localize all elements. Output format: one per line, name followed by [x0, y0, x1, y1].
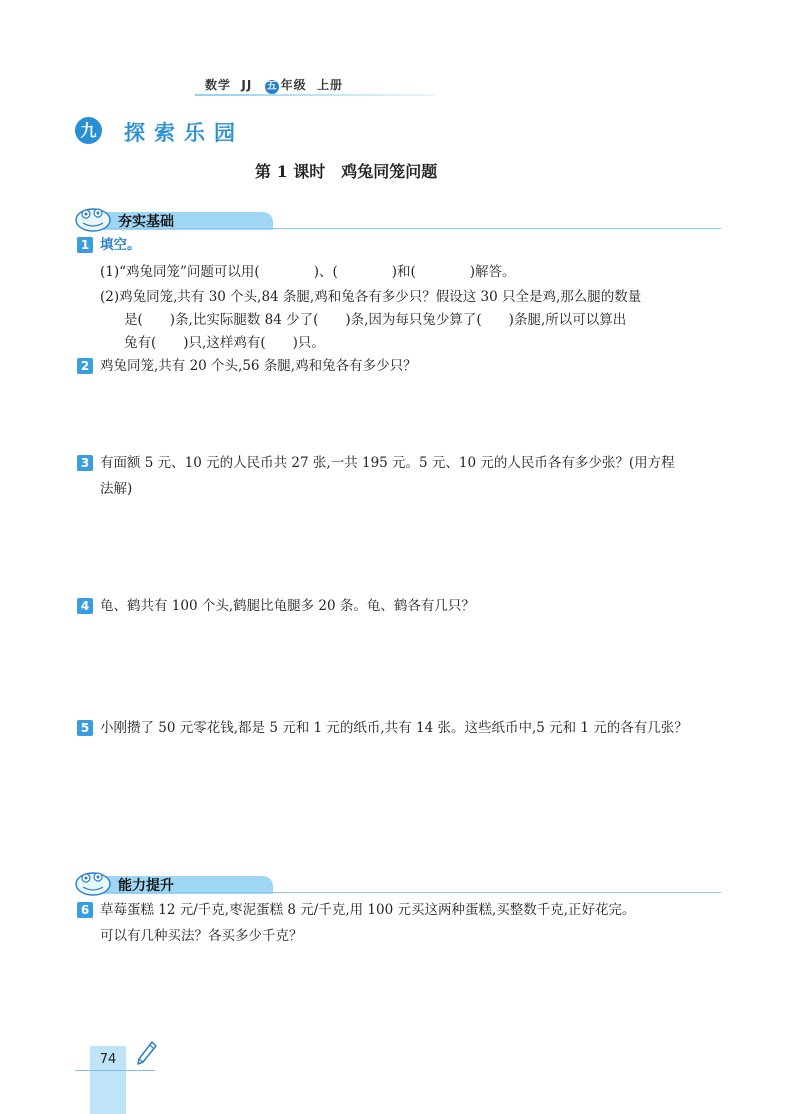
- question-text: 兔有( )只,这样鸡有( )只。: [124, 335, 325, 351]
- question-text: (2)鸡兔同笼,共有 30 个头,84 条腿,鸡和兔各有多少只？假设这 30 只全是鸡,那么腿的数量: [100, 289, 642, 305]
- question-number: 1: [77, 237, 93, 253]
- question-text: 法解): [100, 481, 133, 497]
- header-edition: JJ: [241, 78, 253, 92]
- unit-title: 探索乐园: [124, 121, 244, 145]
- banner-rule: [103, 892, 721, 893]
- header-volume: 上册: [317, 78, 344, 92]
- question-text: 可以有几种买法？各买多少千克？: [100, 928, 303, 944]
- pencil-icon: [134, 1040, 158, 1070]
- section-label: 夯实基础: [118, 214, 174, 230]
- question-text: 有面额 5 元、10 元的人民币共 27 张,一共 195 元。5 元、10 元的人民币各有多少张？(用方程: [100, 455, 675, 471]
- footer-rule: [75, 1070, 155, 1071]
- header-grade-text: 年级: [280, 78, 307, 92]
- section-banner-advanced: [73, 867, 721, 893]
- page-header: [205, 76, 343, 94]
- question-number: 5: [77, 720, 93, 736]
- question-text: (1)“鸡兔同笼”问题可以用( )、( )和( )解答。: [100, 264, 516, 280]
- question-text: 鸡兔同笼,共有 20 个头,56 条腿,鸡和兔各有多少只？: [100, 358, 417, 374]
- question-number: 2: [77, 358, 93, 374]
- lesson-title: 第 1 课时 鸡兔同笼问题: [255, 162, 438, 181]
- question-text: 是( )条,比实际腿数 84 少了( )条,因为每只兔少算了( )条腿,所以可以算出: [124, 312, 627, 328]
- grade-badge: 五: [266, 81, 277, 92]
- section-banner-basic: [73, 203, 721, 229]
- question-text: 龟、鹤共有 100 个头,鹤腿比龟腿多 20 条。龟、鹤各有几只？: [100, 598, 475, 614]
- question-text: 草莓蛋糕 12 元/千克,枣泥蛋糕 8 元/千克,用 100 元买这两种蛋糕,买整数千克,正好花完。: [100, 902, 636, 918]
- question-number: 3: [77, 455, 93, 471]
- frog-mascot-icon: [73, 203, 115, 233]
- section-label: 能力提升: [118, 878, 174, 894]
- question-text: 填空。: [100, 237, 141, 253]
- frog-mascot-icon: [73, 867, 115, 897]
- page-number: 74: [99, 1052, 117, 1067]
- question-number: 4: [77, 598, 93, 614]
- header-divider: [195, 94, 435, 96]
- banner-rule: [103, 228, 721, 229]
- question-text: 小刚攒了 50 元零花钱,都是 5 元和 1 元的纸币,共有 14 张。这些纸币中,5 元和 1 元的各有几张？: [100, 720, 688, 736]
- header-subject: 数学: [205, 78, 232, 92]
- question-number: 6: [77, 902, 93, 918]
- unit-badge: 九: [75, 117, 102, 144]
